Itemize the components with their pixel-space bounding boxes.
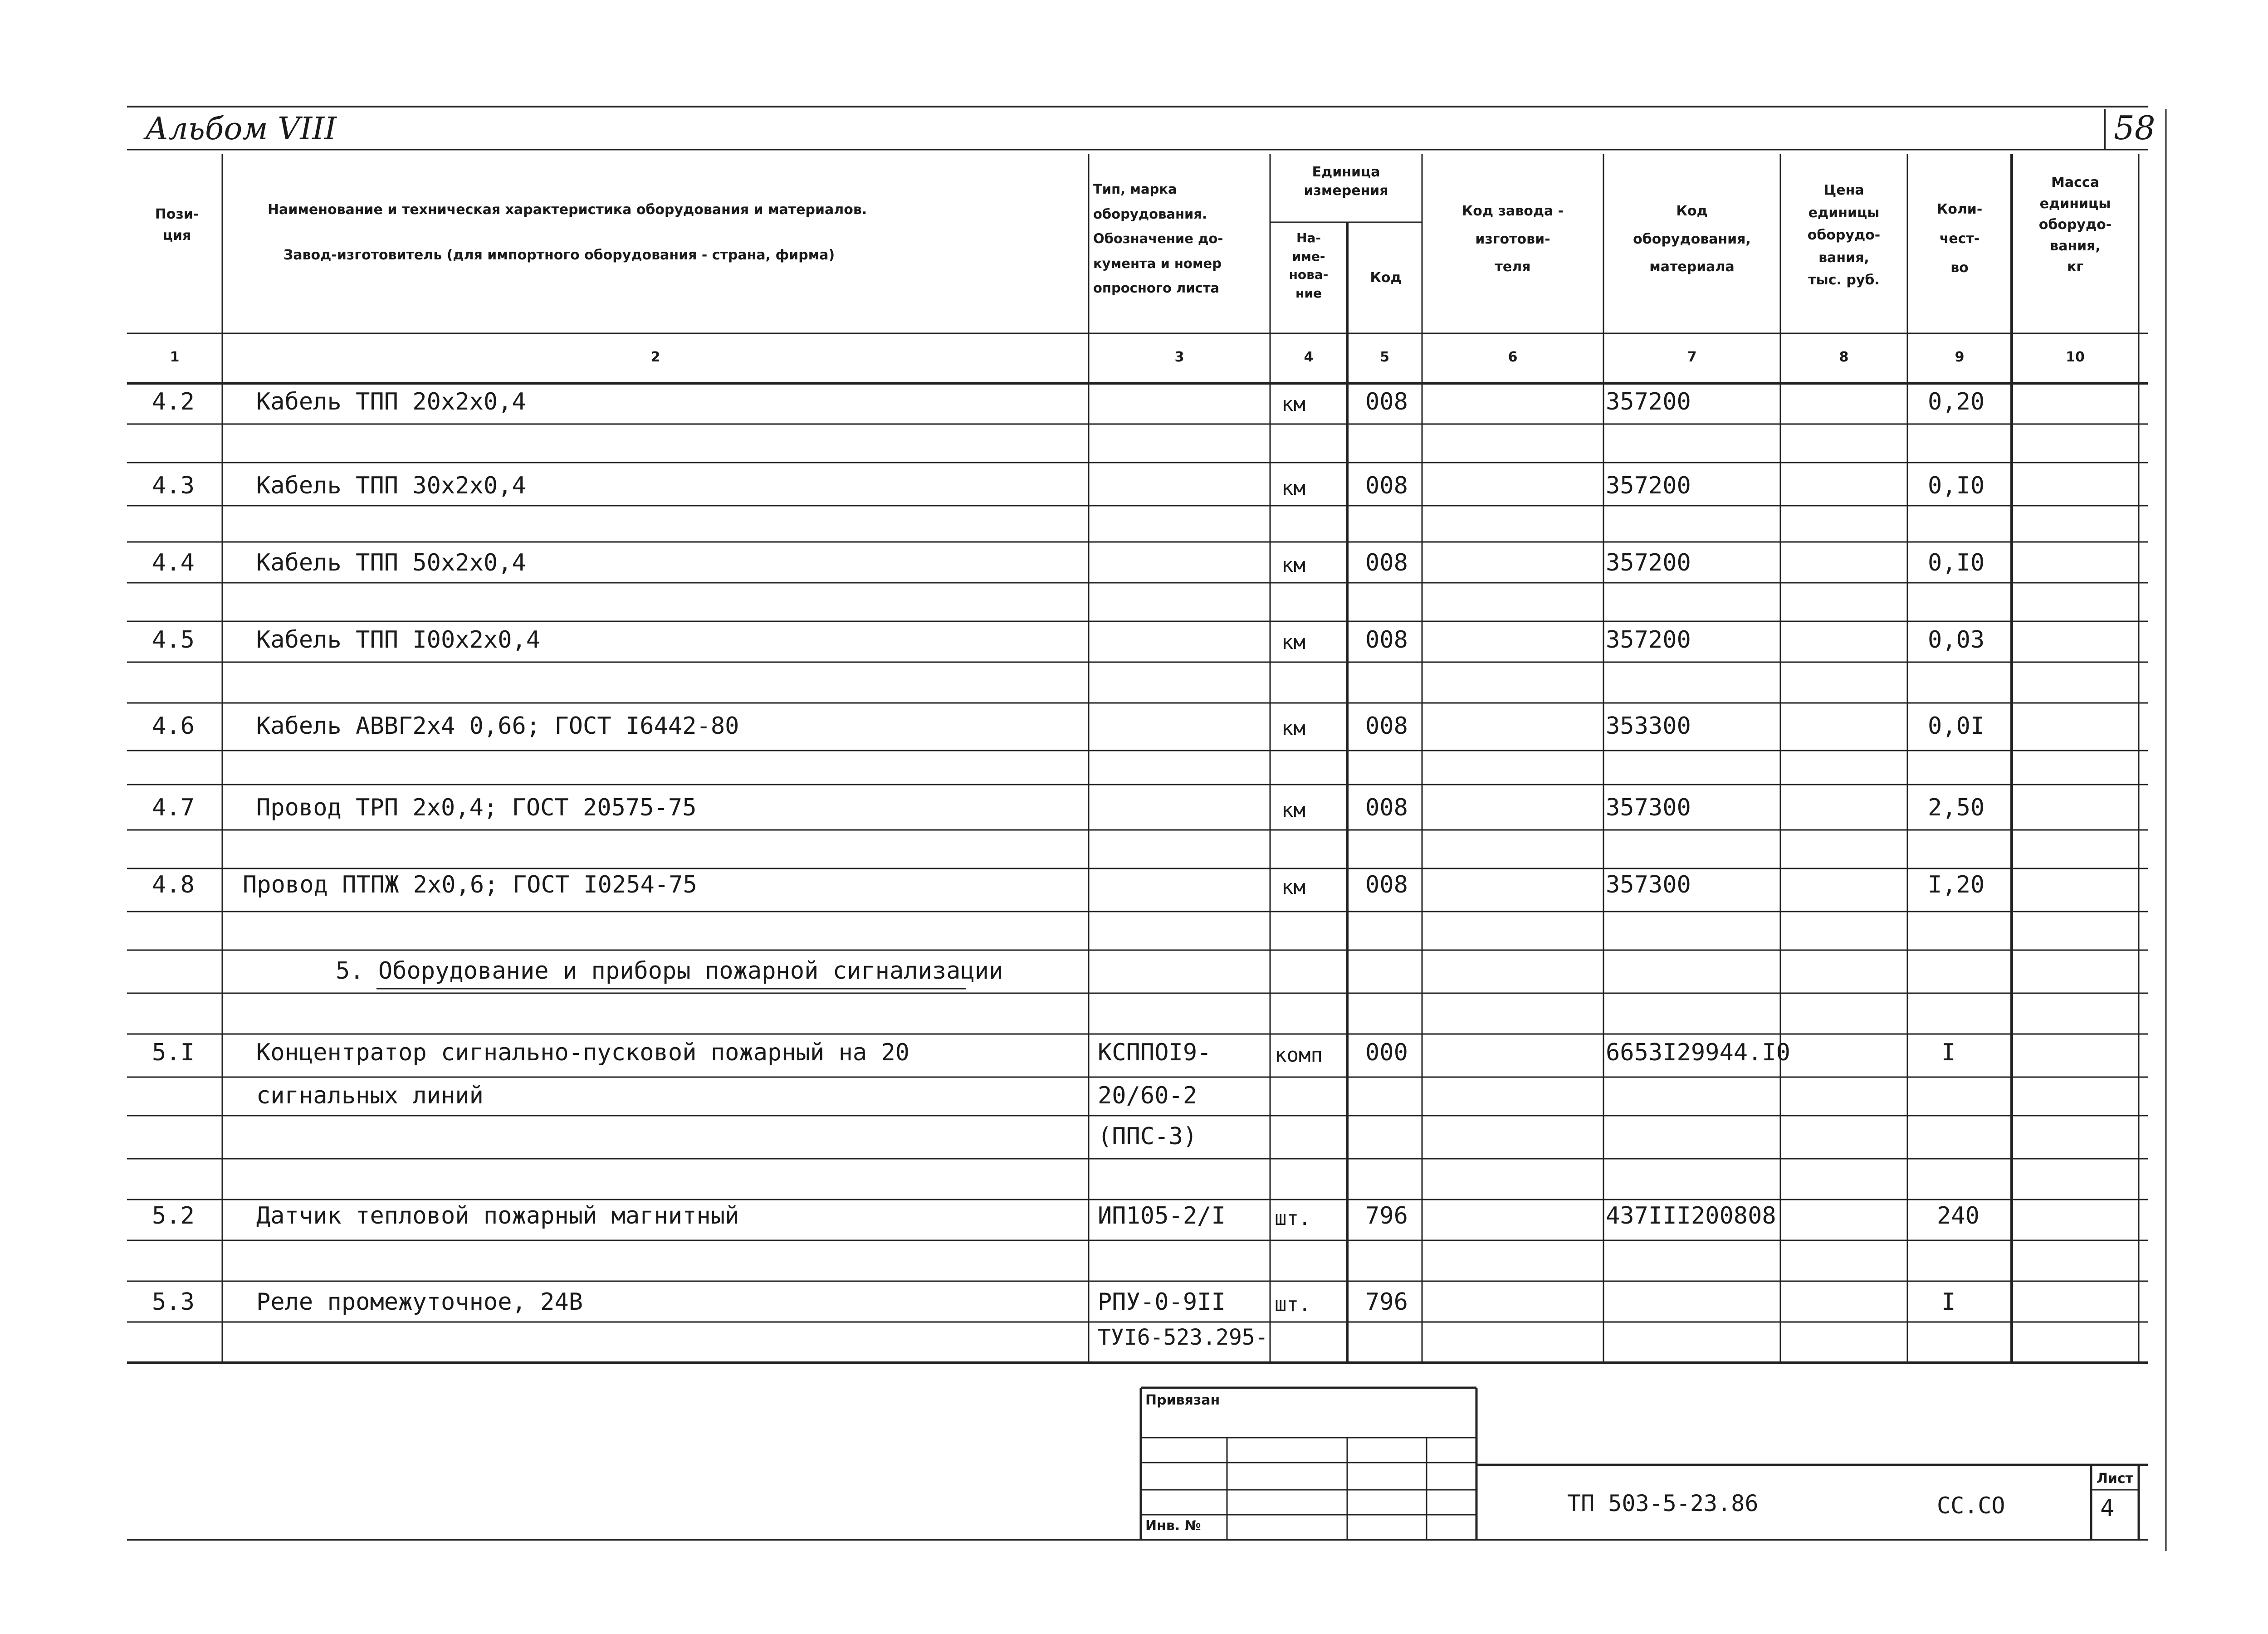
cell-name: Провод ТРП 2х0,4; ГОСТ 20575-75: [256, 794, 697, 821]
cell-quantity: 240: [1937, 1202, 1980, 1229]
cell-position: 5.I: [152, 1039, 195, 1066]
stamp-bound-label: Привязан: [1145, 1392, 1220, 1408]
cell-quantity: 0,0I: [1928, 712, 1985, 740]
stamp-inventory-label: Инв. №: [1145, 1518, 1201, 1534]
cell-name: Кабель ТПП I00х2х0,4: [256, 626, 541, 654]
header-quantity: Коли- чест- во: [1936, 201, 1983, 276]
cell-quantity: I: [1941, 1039, 1956, 1066]
cell-type: ИП105-2/I: [1098, 1202, 1226, 1229]
cell-unit-code: 008: [1365, 794, 1408, 821]
cell-equipment-code: 357200: [1606, 388, 1691, 415]
cell-unit: шт.: [1275, 1293, 1311, 1316]
cell-unit-code: 008: [1365, 871, 1408, 898]
cell-unit-code: 000: [1365, 1039, 1408, 1066]
cell-equipment-code: 357200: [1606, 626, 1691, 654]
cell-name-continued: сигнальных линий: [256, 1082, 484, 1109]
cell-position: 5.3: [152, 1288, 195, 1316]
cell-equipment-code: 357300: [1606, 794, 1691, 821]
cell-name: Кабель АВВГ2х4 0,66; ГОСТ I6442-80: [256, 712, 739, 740]
cell-unit: км: [1281, 554, 1305, 577]
sheet-label: Лист: [2096, 1471, 2134, 1487]
cell-name: Концентратор сигнально-пусковой пожарный на 20: [256, 1039, 910, 1066]
cell-position: 4.4: [152, 549, 195, 576]
document-number: ТП 503-5-23.86: [1567, 1490, 1759, 1517]
cell-unit-code: 008: [1365, 388, 1408, 415]
cell-type-continued: 20/60-2: [1098, 1082, 1198, 1109]
cell-unit: км: [1281, 717, 1305, 740]
cell-equipment-code: 357200: [1606, 472, 1691, 499]
column-number: 7: [1687, 349, 1697, 365]
cell-name: Кабель ТПП 30х2х0,4: [256, 472, 526, 499]
cell-name: Кабель ТПП 20х2х0,4: [256, 388, 526, 415]
cell-equipment-code: 6653I29944.I0: [1606, 1039, 1790, 1066]
cell-position: 4.5: [152, 626, 195, 654]
album-label: Альбом VIII: [145, 111, 337, 147]
column-number: 10: [2066, 349, 2085, 365]
cell-unit: комп: [1275, 1044, 1323, 1067]
cell-quantity: 0,I0: [1928, 549, 1985, 576]
column-number: 8: [1839, 349, 1849, 365]
cell-quantity: 0,I0: [1928, 472, 1985, 499]
document-code: СС.СО: [1937, 1493, 2005, 1519]
cell-name: Провод ПТПЖ 2х0,6; ГОСТ I0254-75: [243, 871, 697, 898]
section-title: 5. Оборудование и приборы пожарной сигнализации: [336, 957, 1003, 985]
header-name-line1: Наименование и техническая характеристика оборудования и материалов.: [268, 202, 867, 218]
cell-unit-code: 008: [1365, 626, 1408, 654]
cell-unit-code: 008: [1365, 549, 1408, 576]
cell-unit-code: 796: [1365, 1288, 1408, 1316]
cell-type-continued: ТУI6-523.295-: [1098, 1325, 1268, 1350]
cell-unit: км: [1281, 631, 1305, 654]
cell-position: 5.2: [152, 1202, 195, 1229]
header-name-line2: Завод-изготовитель (для импортного оборудования - страна, фирма): [284, 247, 835, 263]
cell-quantity: I: [1941, 1288, 1956, 1316]
header-mass: Масса единицы оборудо- вания, кг: [2038, 175, 2112, 275]
column-number: 5: [1380, 349, 1389, 365]
header-type: Тип, марка оборудования. Обозначение до- кумента и номер опросного листа: [1093, 181, 1223, 296]
cell-equipment-code: 437III200808: [1606, 1202, 1776, 1229]
header-unit-name: На- име- нова- ние: [1289, 230, 1329, 301]
cell-equipment-code: 353300: [1606, 712, 1691, 740]
cell-position: 4.3: [152, 472, 195, 499]
cell-name: Датчик тепловой пожарный магнитный: [256, 1202, 739, 1229]
cell-name: Реле промежуточное, 24В: [256, 1288, 583, 1316]
sheet-corner-number: 58: [2114, 109, 2156, 147]
cell-unit: км: [1281, 393, 1305, 416]
column-number: 6: [1508, 349, 1518, 365]
cell-unit: км: [1281, 799, 1305, 822]
cell-type: КСППОI9-: [1098, 1039, 1212, 1066]
column-number: 2: [650, 349, 660, 365]
cell-type: РПУ-0-9II: [1098, 1288, 1226, 1316]
cell-quantity: 0,03: [1928, 626, 1985, 654]
column-number: 9: [1955, 349, 1965, 365]
cell-unit-code: 008: [1365, 472, 1408, 499]
cell-quantity: 0,20: [1928, 388, 1985, 415]
cell-type-continued: (ППС-3): [1098, 1123, 1198, 1150]
column-number: 3: [1174, 349, 1184, 365]
header-price: Цена единицы оборудо- вания, тыс. руб.: [1807, 182, 1881, 288]
cell-unit: шт.: [1275, 1207, 1311, 1230]
cell-unit-code: 008: [1365, 712, 1408, 740]
cell-equipment-code: 357200: [1606, 549, 1691, 576]
cell-quantity: I,20: [1928, 871, 1985, 898]
sheet-number: 4: [2100, 1495, 2115, 1522]
header-position: Пози- ция: [155, 206, 199, 244]
cell-quantity: 2,50: [1928, 794, 1985, 821]
header-unit: Единица измерения: [1304, 164, 1388, 199]
header-unit-code: Код: [1370, 270, 1402, 286]
header-equipment-code: Код оборудования, материала: [1633, 203, 1751, 275]
cell-equipment-code: 357300: [1606, 871, 1691, 898]
cell-unit: км: [1281, 477, 1305, 500]
cell-position: 4.7: [152, 794, 195, 821]
cell-unit-code: 796: [1365, 1202, 1408, 1229]
cell-position: 4.8: [152, 871, 195, 898]
cell-position: 4.6: [152, 712, 195, 740]
column-number: 4: [1304, 349, 1314, 365]
column-number: 1: [170, 349, 180, 365]
cell-name: Кабель ТПП 50х2х0,4: [256, 549, 526, 576]
header-plant-code: Код завода - изготови- теля: [1461, 203, 1564, 275]
cell-unit: км: [1281, 876, 1305, 899]
cell-position: 4.2: [152, 388, 195, 415]
